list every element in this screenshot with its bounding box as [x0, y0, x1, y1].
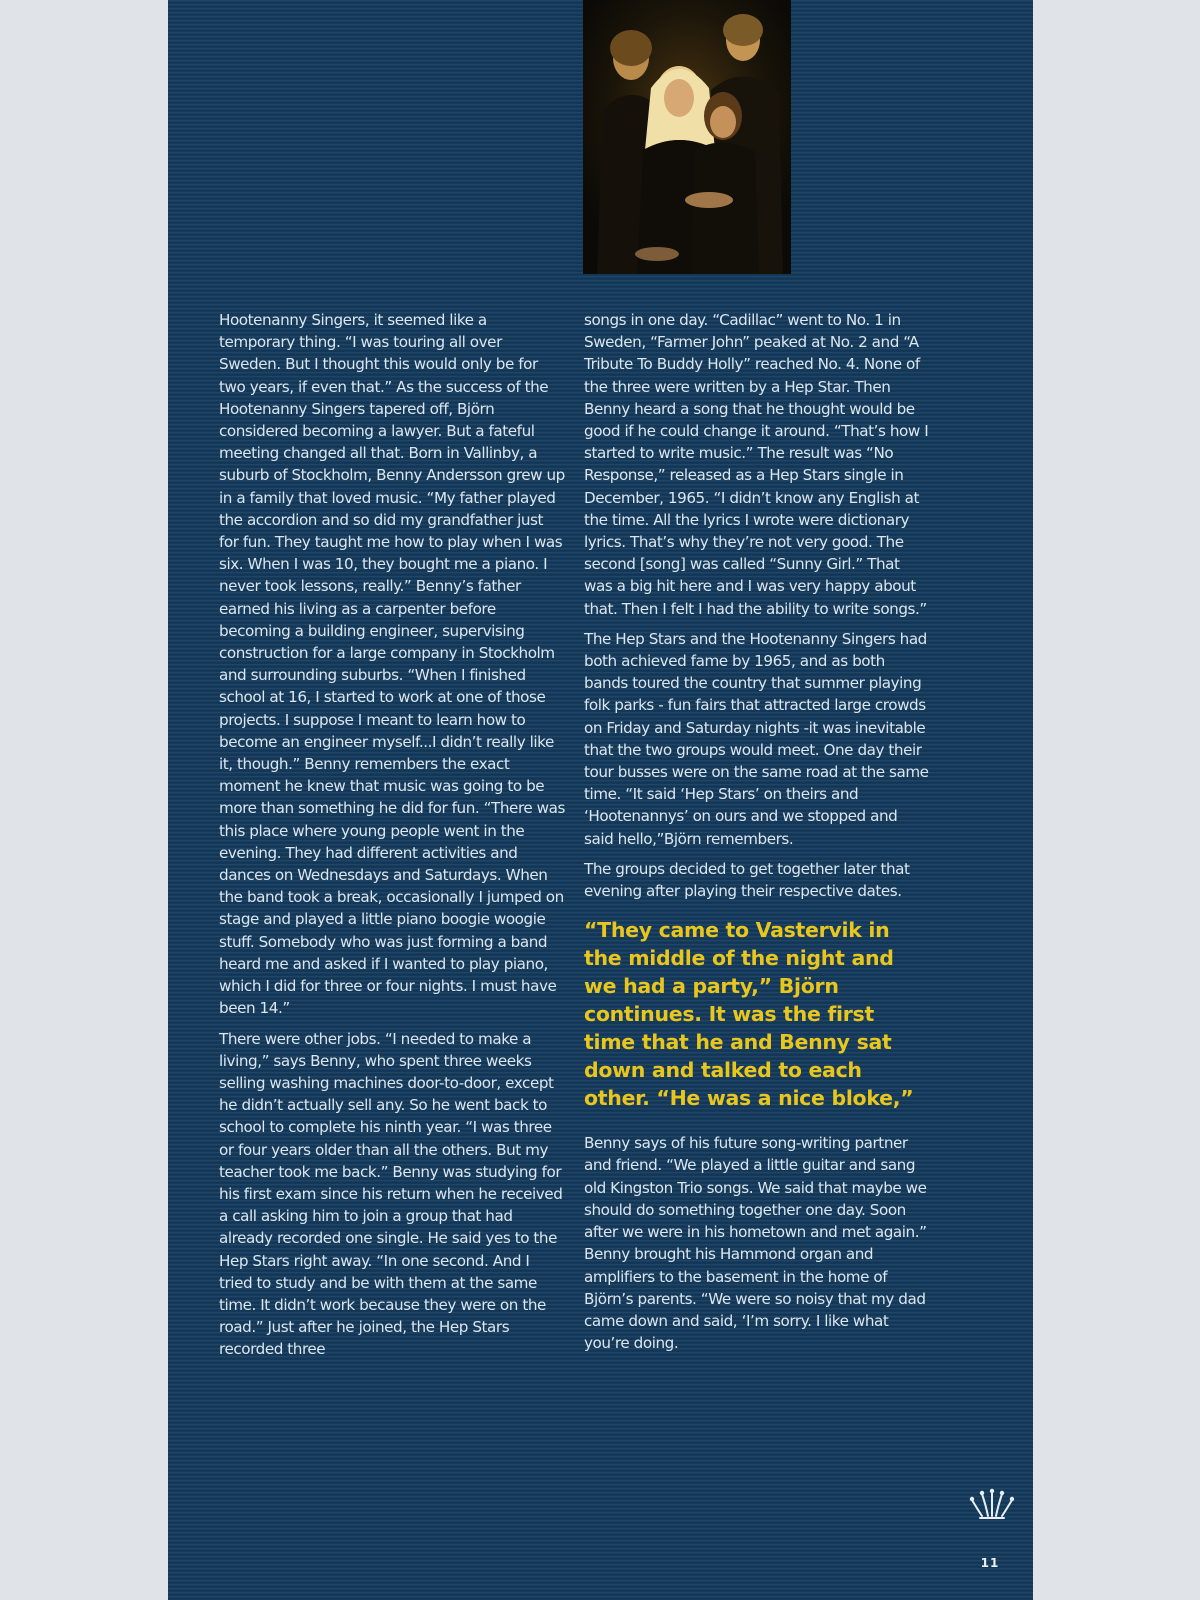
right-paragraph-4: Benny says of his future song-writing partner and friend. “We played a little guitar and sang old Kingston Trio songs. We said that maybe we should do something together one day. Soon after we were in his hometown and met again.” Benny brought his Hammond organ and amplifiers to the basement in the home of Björn’s parents. “We were so noisy that my dad came down and said, ‘I’m sorry. I like what you’re doing. — [584, 1134, 927, 1353]
page-number: 11 — [980, 1556, 1000, 1570]
right-paragraph-1: songs in one day. “Cadillac” went to No. 1 in Sweden, “Farmer John” peaked at No. 2 and “A Tribute To Buddy Holly” reached No. 4. None of the three were written by a Hep Star. Then Benny heard a song that he thought would be good if he could change it around. “That’s how I started to write music.” The result was “No Response,” released as a Hep Stars single in December, 1965. “I didn’t know any English at the time. All the lyrics I wrote were dictionary lyrics. That’s why they’re not very good. The second [song] was called “Sunny Girl.” That was a big hit here and I was very happy about that. Then I felt I had the ability to write songs.” — [584, 311, 929, 618]
pull-quote: “They came to Vastervik in the middle of the night and we had a party,” Björn continues. It was the first time that he and Benny sat down and talked to each other. “He was a nice bloke,” — [584, 918, 914, 1111]
left-text-column — [219, 309, 565, 1369]
left-paragraph-2: There were other jobs. “I needed to make a living,” says Benny, who spent three weeks selling washing machines door-to-door, except he didn’t actually sell any. So he went back to school to complete his ninth year. “I was three or four years older than all the others. But my teacher took me back.” Benny was studying for his first exam since his return when he received a call asking him to join a group that had already recorded one single. He said yes to the Hep Stars right away. “In one second. And I tried to study and be with them at the same time. It didn’t work because they were on the road.” Just after he joined, the Hep Stars recorded three — [219, 1029, 563, 1359]
right-paragraph-3: The groups decided to get together later that evening after playing their respective dates. — [584, 859, 910, 901]
band-photo-illustration — [583, 0, 791, 274]
right-paragraph-2: The Hep Stars and the Hootenanny Singers had both achieved fame by 1965, and as both bands toured the country that summer playing folk parks - fun fairs that attracted large crowds on Friday and Saturday nights -it was inevitable that the two groups would meet. One day their tour busses were on the same road at the same time. “It said ‘Hep Stars’ on theirs and ‘Hootenannys’ on ours and we stopped and said hello,”Björn remembers. — [584, 629, 929, 848]
band-photo — [583, 0, 791, 274]
crown-icon — [968, 1488, 1016, 1522]
left-paragraph-1: Hootenanny Singers, it seemed like a temporary thing. “I was touring all over Sweden. But I thought this would only be for two years, if even that.” As the success of the Hootenanny Singers tapered off, Björn considered becoming a lawyer. But a fateful meeting changed all that. Born in Vallinby, a suburb of Stockholm, Benny Andersson grew up in a family that loved music. “My father played the accordion and so did my grandfather just for fun. They taught me how to play when I was six. When I was 10, they bought me a piano. I never took lessons, really.” Benny’s father earned his living as a carpenter before becoming a building engineer, supervising construction for a large company in Stockholm and surrounding suburbs. “When I finished school at 16, I started to work at one of those projects. I suppose I meant to learn how to become an engineer myself...I didn’t really like it, though.” Benny remembers the exact moment he knew that music was going to be more than something he did for fun. “There was this place where young people went in the evening. They had different activities and dances on Wednesdays and Saturdays. When the band took a break, occasionally I jumped on stage and played a little piano boogie woogie stuff. Somebody who was just forming a band heard me and asked if I wanted to play piano, which I did for three or four nights. I must have been 14.” — [219, 311, 565, 1018]
magazine-page — [168, 0, 1033, 1600]
right-text-column — [584, 309, 930, 1362]
